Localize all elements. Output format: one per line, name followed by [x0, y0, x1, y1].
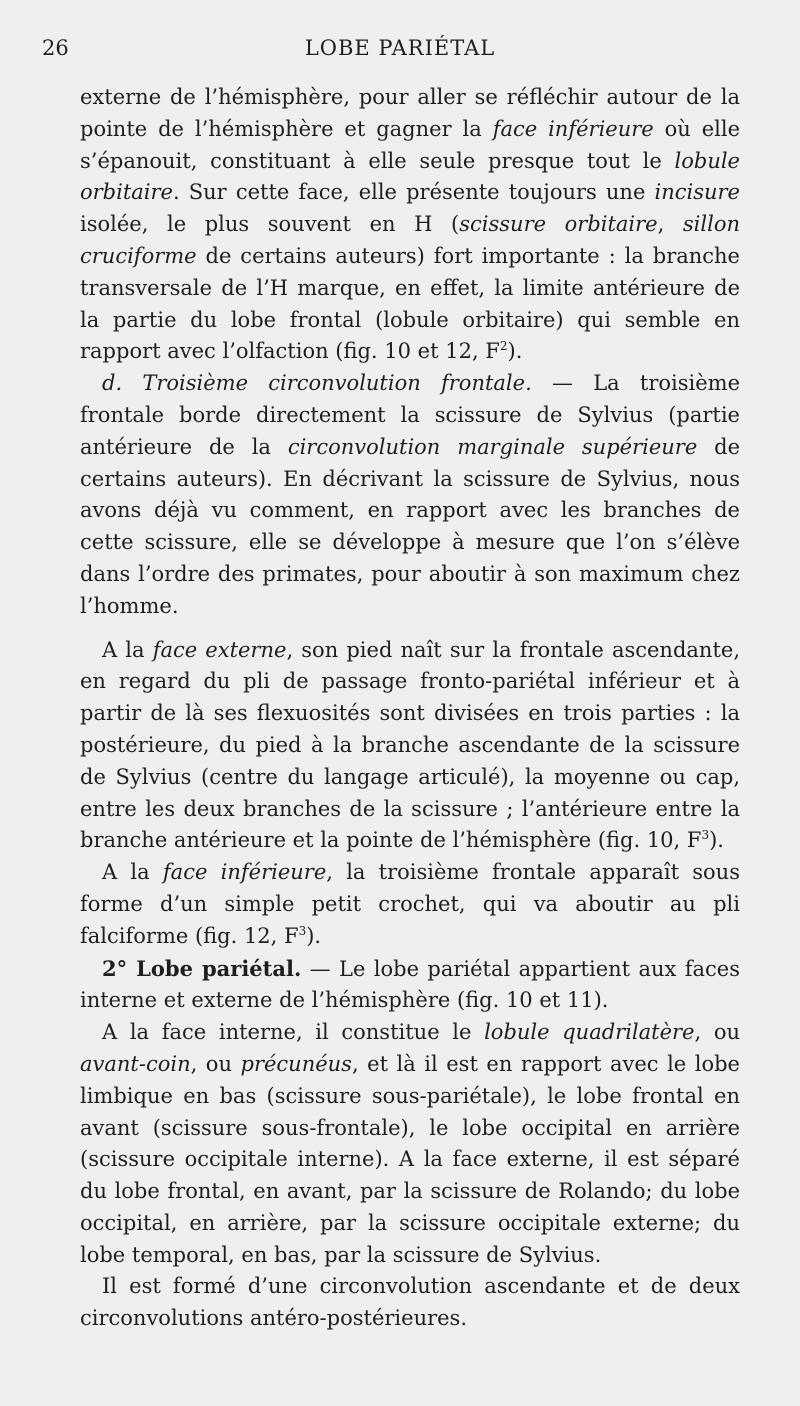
- italic-term: lobule quadrilatère: [484, 1020, 695, 1045]
- text-run: ,: [657, 212, 683, 237]
- text-run: , ou: [694, 1020, 740, 1045]
- italic-term: avant-coin: [80, 1051, 191, 1076]
- section-heading: 2° Lobe pariétal.: [102, 955, 302, 981]
- italic-term: face inférieure: [162, 860, 327, 885]
- text-run: A la face interne, il constitue le: [102, 1020, 485, 1045]
- spacer: [80, 623, 740, 635]
- text-run: ).: [709, 828, 724, 853]
- paragraph-7: [80, 1271, 740, 1335]
- text-run: , son pied naît sur la frontale ascendante, en regard du pli de passage fronto-pariétal inférieur et à partir de là ses flexuosités sont divisées en trois parties : la postérieure, du pied à la branche ascendante de la scissure de Sylvius (centre du langage articulé), la moyenne ou cap, entre les deux branches de la scissure ; l’antérieure entre la branche antérieure et la pointe de l’hémisphère (fig. 10, F: [80, 637, 740, 853]
- text-run: , et là il est en rapport avec le lobe limbique en bas (scissure sous-pariétale), le lobe frontal en avant (scissure sous-frontale), le lobe occipital en arrière (scissure occipitale interne). A la face externe, il est séparé du lobe frontal, en avant, par la scissure de Rolando; du lobe occipital, en arrière, par la scissure occipitale externe; du lobe temporal, en bas, par la scissure de Sylvius.: [80, 1051, 740, 1267]
- italic-term: scissure orbitaire: [459, 212, 658, 237]
- text-run: — La troisième frontale borde directement la scissure de Sylvius (partie antérieure de la: [80, 371, 740, 459]
- italic-term: précunéus: [240, 1051, 352, 1076]
- paragraph-1: [80, 82, 740, 368]
- paragraph-4: [80, 857, 740, 952]
- text-run: — Le lobe pariétal appartient aux faces interne et externe de l’hémisphère (fig. 10 et 11).: [80, 956, 740, 1013]
- text-run: où elle s’épanouit, constituant à elle seule presque tout le: [80, 116, 740, 173]
- text-run: ).: [507, 339, 523, 364]
- text-run: de certains auteurs). En décrivant la scissure de Sylvius, nous avons déjà vu comment, en rapport avec les branches de cette scissure, elle se développe à mesure que l’on s’élève dans l’ordre des primates, pour aboutir à son maximum chez l’homme.: [80, 434, 740, 618]
- italic-term: sillon cruciforme: [80, 212, 740, 268]
- italic-term: face inférieure: [492, 116, 654, 141]
- italic-term: face externe: [152, 637, 287, 662]
- section-heading: d. Troisième circonvolution frontale.: [102, 371, 532, 396]
- text-body: [80, 82, 740, 1335]
- text-run: A la: [102, 637, 153, 662]
- superscript: 3: [298, 923, 307, 938]
- paragraph-2: [80, 368, 740, 622]
- text-run: Il est formé d’une circonvolution ascendante et de deux circonvolutions antéro-postérieures.: [80, 1274, 740, 1331]
- running-title: LOBE PARIÉTAL: [304, 36, 496, 60]
- text-run: . Sur cette face, elle présente toujours une: [172, 180, 655, 205]
- page-number: 26: [42, 36, 69, 60]
- text-run: ).: [306, 923, 322, 948]
- italic-term: circonvolution marginale supérieure: [287, 434, 698, 459]
- text-run: , ou: [190, 1051, 241, 1076]
- text-run: externe de l’hémisphère, pour aller se réfléchir autour de la pointe de l’hémisphère et gagner la: [80, 85, 740, 141]
- italic-term: incisure: [654, 180, 740, 205]
- paragraph-3: [80, 635, 740, 858]
- superscript: 2: [499, 339, 508, 354]
- paragraph-5: [80, 953, 740, 1018]
- text-run: de certains auteurs) fort importante : la branche transversale de l’H marque, en effet, la limite antérieure de la partie du lobe frontal (lobule orbitaire) qui semble en rapport avec l’olfaction (fig. 10 et 12, F: [80, 243, 740, 364]
- text-run: , la troisième frontale apparaît sous forme d’un simple petit crochet, qui va aboutir au pli falciforme (fig. 12, F: [80, 860, 740, 948]
- text-run: isolée, le plus souvent en H (: [80, 212, 460, 237]
- italic-term: lobule orbitaire: [80, 148, 740, 205]
- page-header: [42, 36, 758, 66]
- text-run: A la: [102, 860, 163, 885]
- paragraph-6: [80, 1017, 740, 1271]
- superscript: 3: [701, 828, 710, 843]
